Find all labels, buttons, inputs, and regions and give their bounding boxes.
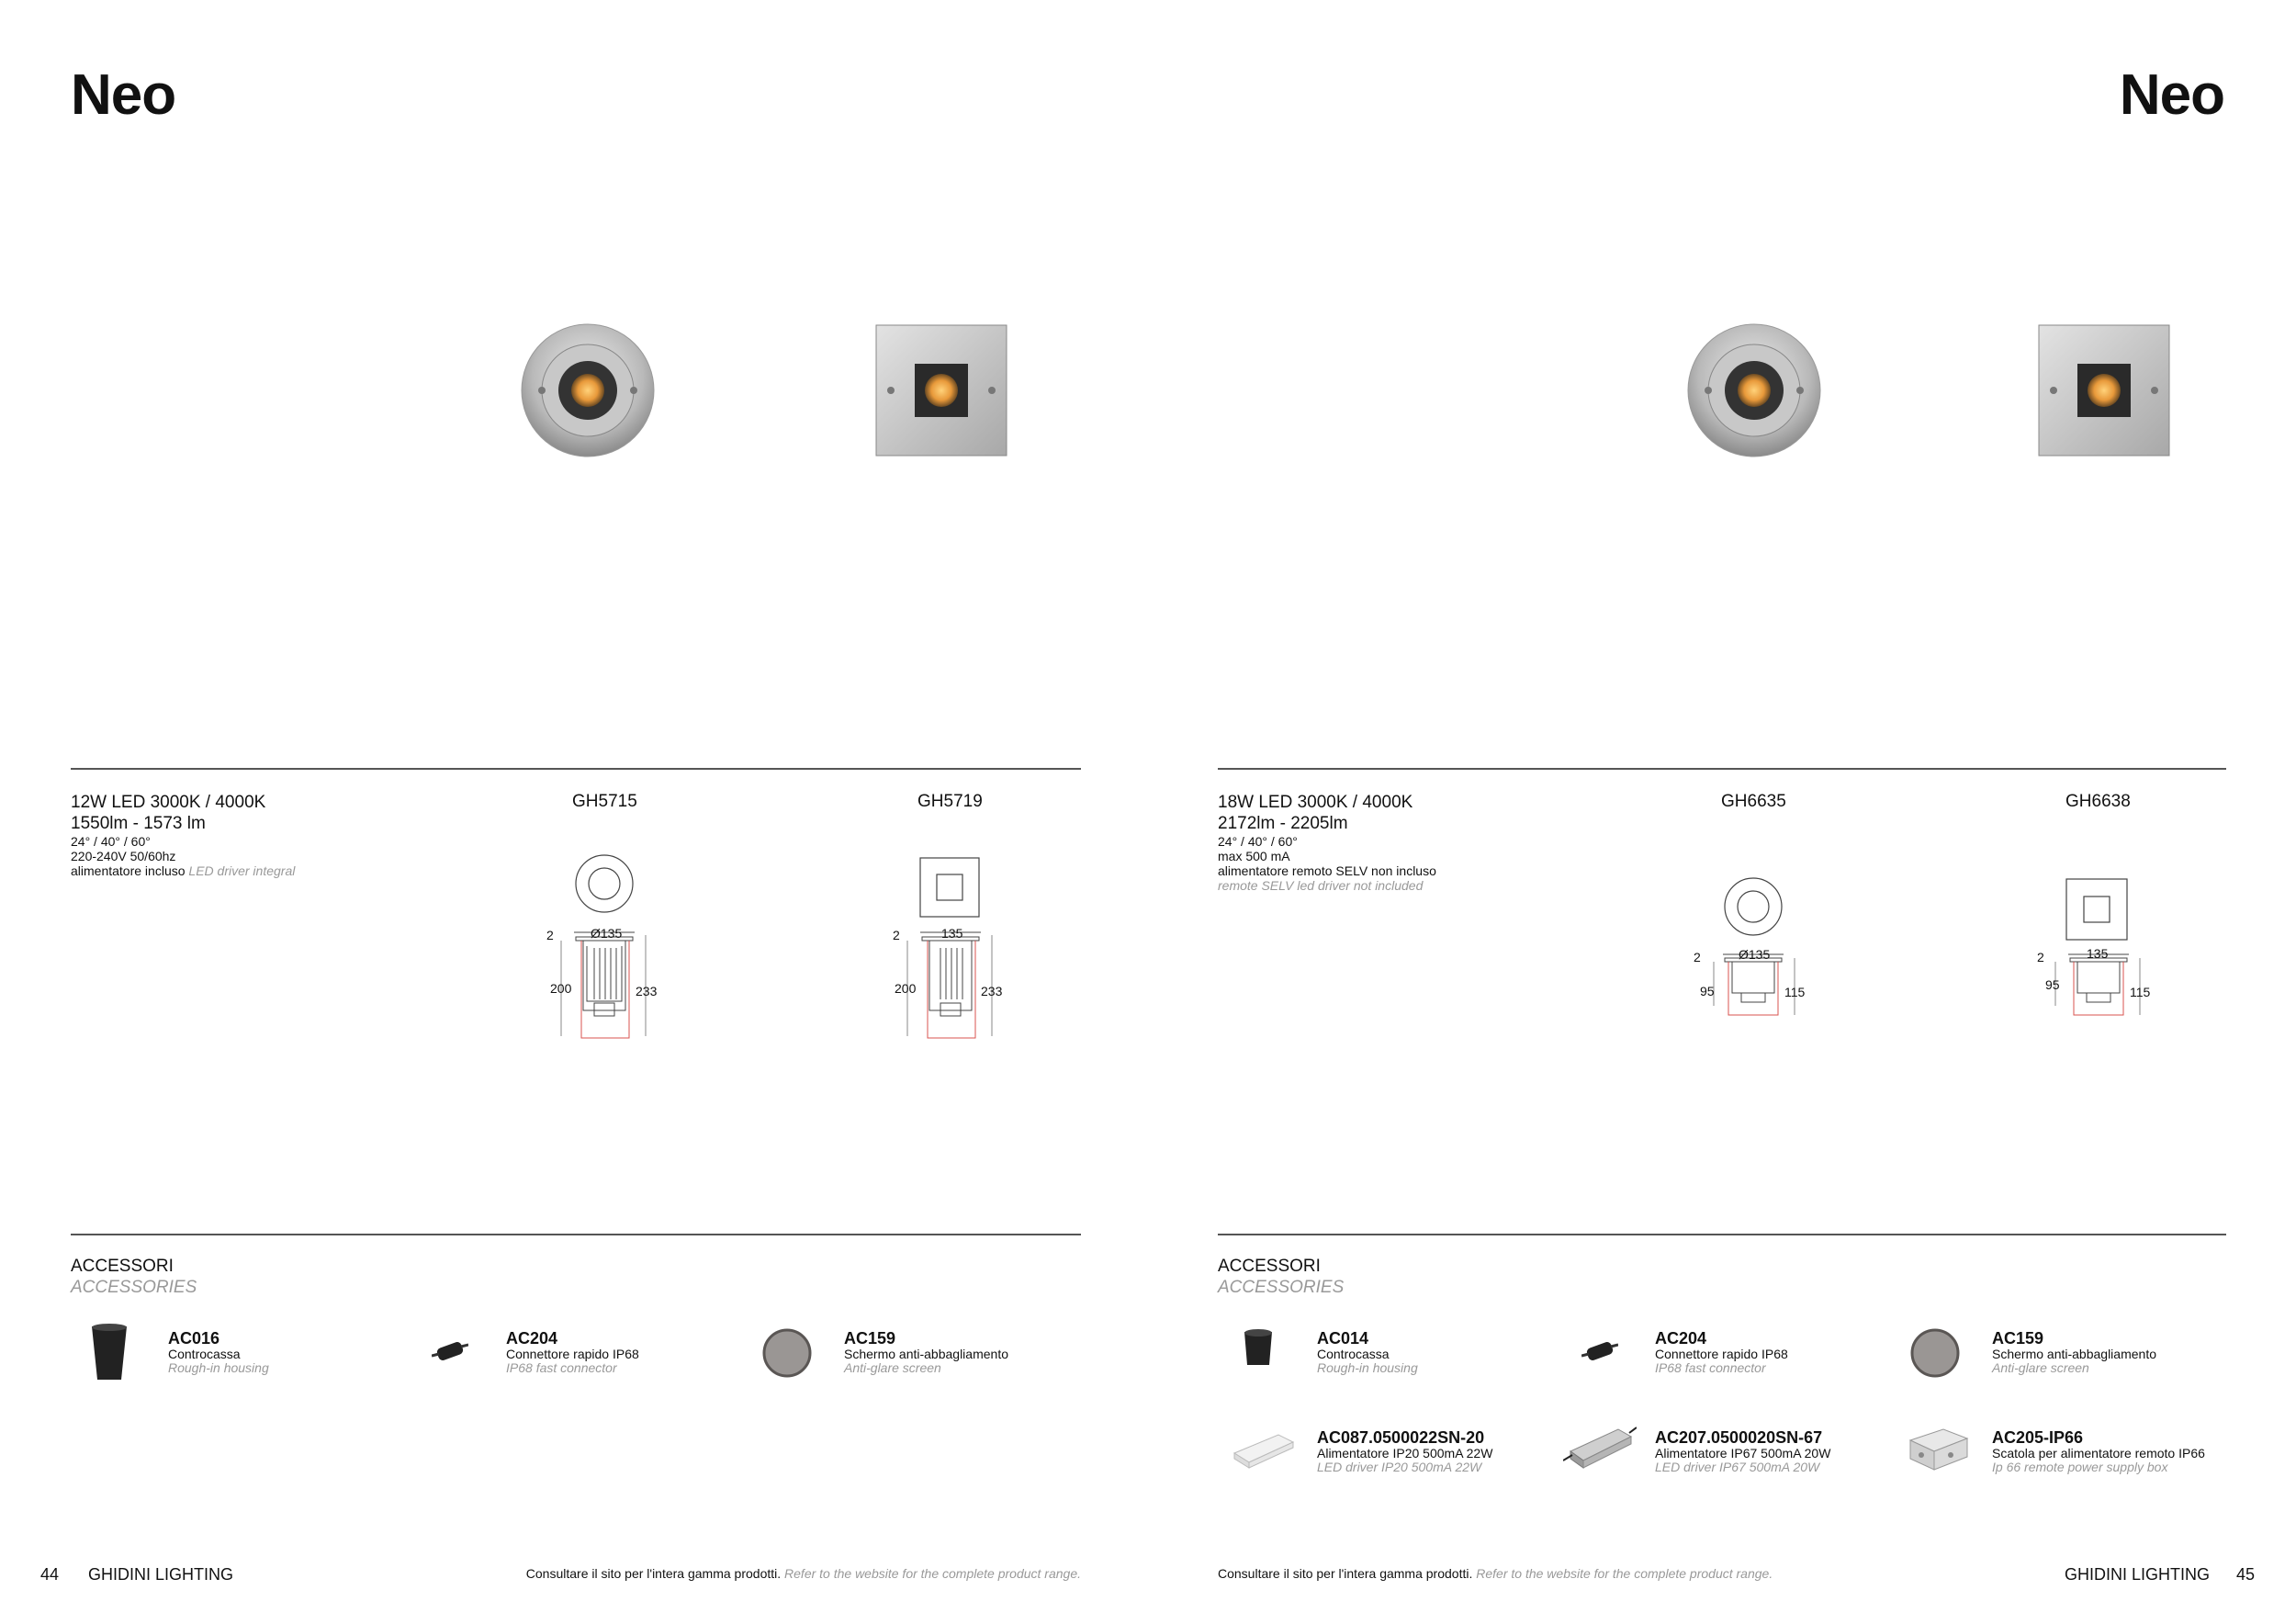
dim-width: 135 xyxy=(941,926,963,941)
accessories-title-en: ACCESSORIES xyxy=(71,1278,197,1297)
product-code: GH6635 xyxy=(1721,792,1786,811)
technical-drawing-square xyxy=(884,854,1021,1047)
spec-voltage: 220-240V 50/60hz xyxy=(71,849,176,863)
dim-diameter: Ø135 xyxy=(1739,947,1771,962)
anti-glare-screen-icon xyxy=(762,1328,812,1378)
product-code: GH5715 xyxy=(572,792,637,811)
page-number: 44 xyxy=(40,1565,60,1584)
divider-bottom-left xyxy=(71,1234,1081,1235)
dim-height-body: 200 xyxy=(895,981,917,996)
connector-icon xyxy=(432,1337,468,1365)
spec-driver: alimentatore remoto SELV non incluso xyxy=(1218,863,1436,878)
rough-in-housing-icon xyxy=(1242,1328,1275,1369)
dim-height-total: 233 xyxy=(981,984,1003,998)
accessory-item: AC087.0500022SN-20 Alimentatore IP20 500mA 22W LED driver IP20 500mA 22W xyxy=(1317,1428,1493,1474)
brand-name: GHIDINI LIGHTING xyxy=(2065,1565,2211,1584)
product-code: GH5719 xyxy=(917,792,983,811)
round-fixture-photo xyxy=(1685,321,1823,459)
dim-height-total: 115 xyxy=(2130,985,2151,999)
page-title-left: Neo xyxy=(71,63,176,127)
dim-top: 2 xyxy=(546,928,554,942)
spec-power: 12W LED 3000K / 4000K xyxy=(71,793,266,812)
spec-beam: 24° / 40° / 60° xyxy=(71,834,151,849)
accessories-title: ACCESSORI xyxy=(71,1257,174,1276)
divider-top-left xyxy=(71,768,1081,770)
accessory-item: AC205-IP66 Scatola per alimentatore remoto IP66 Ip 66 remote power supply box xyxy=(1992,1428,2205,1474)
spec-lumen: 2172lm - 2205lm xyxy=(1218,814,1348,833)
page-title-right: Neo xyxy=(2119,63,2224,127)
square-fixture-photo xyxy=(2037,323,2171,457)
page-number: 45 xyxy=(2236,1565,2256,1584)
dim-top: 2 xyxy=(1694,950,1701,964)
rough-in-housing-icon xyxy=(88,1323,130,1383)
accessory-item: AC204 Connettore rapido IP68 IP68 fast connector xyxy=(506,1329,639,1375)
brand-name: GHIDINI LIGHTING xyxy=(88,1565,234,1584)
spec-block-right xyxy=(1218,792,1622,893)
divider-bottom-right xyxy=(1218,1234,2226,1235)
round-fixture-photo xyxy=(519,321,657,459)
spec-beam: 24° / 40° / 60° xyxy=(1218,834,1298,849)
dim-height-body: 95 xyxy=(2045,977,2060,992)
spec-lumen: 1550lm - 1573 lm xyxy=(71,814,206,833)
accessory-item: AC014 Controcassa Rough-in housing xyxy=(1317,1329,1418,1375)
spec-current: max 500 mA xyxy=(1218,849,1290,863)
dim-diameter: Ø135 xyxy=(591,926,623,941)
accessory-item: AC204 Connettore rapido IP68 IP68 fast connector xyxy=(1655,1329,1788,1375)
connector-icon xyxy=(1581,1337,1618,1365)
spec-block-left xyxy=(71,792,456,878)
dim-top: 2 xyxy=(2037,950,2044,964)
dim-height-body: 95 xyxy=(1700,984,1715,998)
dim-top: 2 xyxy=(893,928,900,942)
accessory-item: AC159 Schermo anti-abbagliamento Anti-glare screen xyxy=(1992,1329,2156,1375)
spec-driver: alimentatore incluso LED driver integral xyxy=(71,863,296,878)
dim-height-total: 233 xyxy=(636,984,658,998)
anti-glare-screen-icon xyxy=(1910,1328,1960,1378)
power-supply-box-icon xyxy=(1907,1424,1971,1473)
square-fixture-photo xyxy=(874,323,1008,457)
accessory-item: AC207.0500020SN-67 Alimentatore IP67 500mA 20W LED driver IP67 500mA 20W xyxy=(1655,1428,1831,1474)
footer-note: Consultare il sito per l'intera gamma prodotti. Refer to the website for the complete product range. xyxy=(1218,1566,1773,1581)
spec-driver-en: remote SELV led driver not included xyxy=(1218,878,1424,893)
accessories-title-en: ACCESSORIES xyxy=(1218,1278,1345,1297)
product-code: GH6638 xyxy=(2065,792,2131,811)
technical-drawing-round xyxy=(537,854,675,1047)
driver-ip20-icon xyxy=(1229,1426,1297,1472)
driver-ip67-icon xyxy=(1563,1420,1637,1473)
accessory-item: AC016 Controcassa Rough-in housing xyxy=(168,1329,269,1375)
dim-height-total: 115 xyxy=(1784,985,1806,999)
divider-top-right xyxy=(1218,768,2226,770)
spec-power: 18W LED 3000K / 4000K xyxy=(1218,793,1413,812)
accessories-title: ACCESSORI xyxy=(1218,1257,1321,1276)
accessory-item: AC159 Schermo anti-abbagliamento Anti-glare screen xyxy=(844,1329,1008,1375)
footer-note: Consultare il sito per l'intera gamma prodotti. Refer to the website for the complete product range. xyxy=(525,1566,1081,1581)
dim-width: 135 xyxy=(2087,946,2109,961)
dim-height-body: 200 xyxy=(550,981,572,996)
